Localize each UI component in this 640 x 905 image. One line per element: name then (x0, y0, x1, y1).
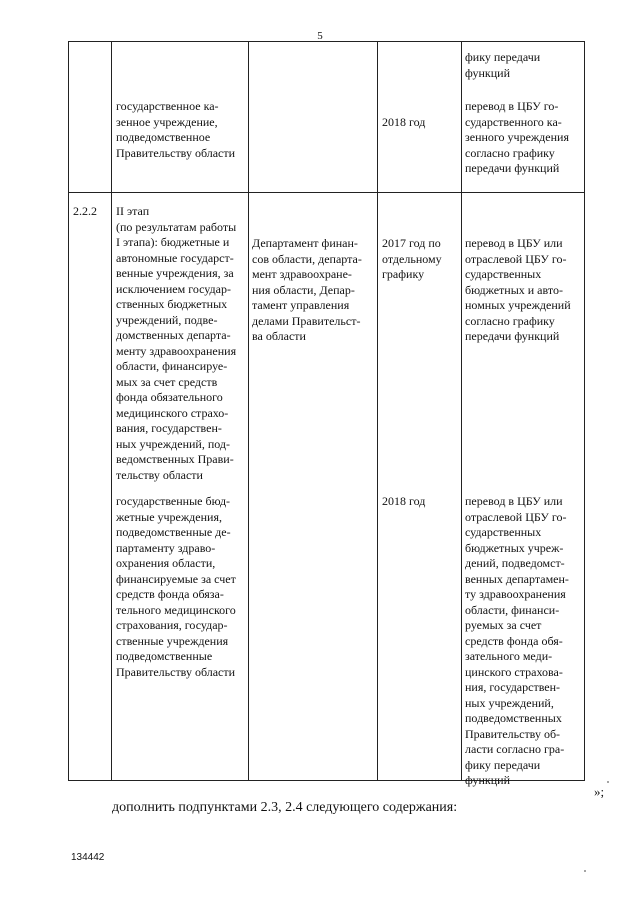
column-divider (461, 42, 462, 780)
healthcare-institutions: государственные бюд- жетные учреждения, подведомственные де- партаменту здраво- охранения области, финансируемые за счет средств фонда обяза- тельного медицинского страхования, государ- ственные учреждения подведомственные Правительству области (116, 494, 236, 679)
row-divider (69, 192, 584, 193)
healthcare-deadline: 2018 год (382, 494, 426, 508)
page-number: 5 (317, 30, 323, 42)
scan-speck (584, 870, 586, 872)
cont-deadline: 2018 год (382, 115, 426, 129)
continuation-text: дополнить подпунктами 2.3, 2.4 следующего содержания: (112, 800, 458, 815)
stage-2-participants: II этап (по результатам работы I этапа): бюджетные и автономные государст- венные учреждения, за исключением государ- ственных бюджетных учреждений, подве- домственных департа- менту здравоохранения области, финансируе- мых за счет средств фонда обязательного медицинского страхо- вания, государствен- ных учреждений, под- ведомственных Прави- тельству области (116, 204, 237, 482)
cont-implementation-top: фику передачи функций (465, 50, 541, 80)
cont-participants: государственное ка- зенное учреждение, подведомственное Правительству области (116, 99, 236, 160)
healthcare-implementation: перевод в ЦБУ или отраслевой ЦБУ го- сударственных бюджетных учреж- дений, подведомст- венных департамен- ту здравоохранения области, финанси- руемых за счет средств фонда обя- зательного меди- цинского страхова- ния, государствен- ных учреждений, подведомственных Правительству об- ласти согласно гра- фику передачи функций (465, 494, 569, 787)
stage-2-implementation: перевод в ЦБУ или отраслевой ЦБУ го- сударственных бюджетных и авто- номных учреждений согласно графику передачи функций (465, 236, 571, 343)
column-divider (111, 42, 112, 780)
column-divider (377, 42, 378, 780)
plan-table (68, 41, 585, 787)
closing-quote: »; (594, 784, 605, 799)
scan-speck (607, 781, 609, 783)
row-number: 2.2.2 (73, 204, 97, 218)
column-divider (248, 42, 249, 780)
stage-2-deadline: 2017 год по отдельному графику (382, 236, 442, 281)
document-code: 134442 (71, 852, 105, 863)
responsible-executors: Департамент финан- сов области, департа- мент здравоохране- ния области, Депар- тамент управления делами Правительст- ва области (252, 236, 362, 343)
cont-implementation: перевод в ЦБУ го- сударственного ка- зенного учреждения согласно графику передачи функций (465, 99, 569, 175)
